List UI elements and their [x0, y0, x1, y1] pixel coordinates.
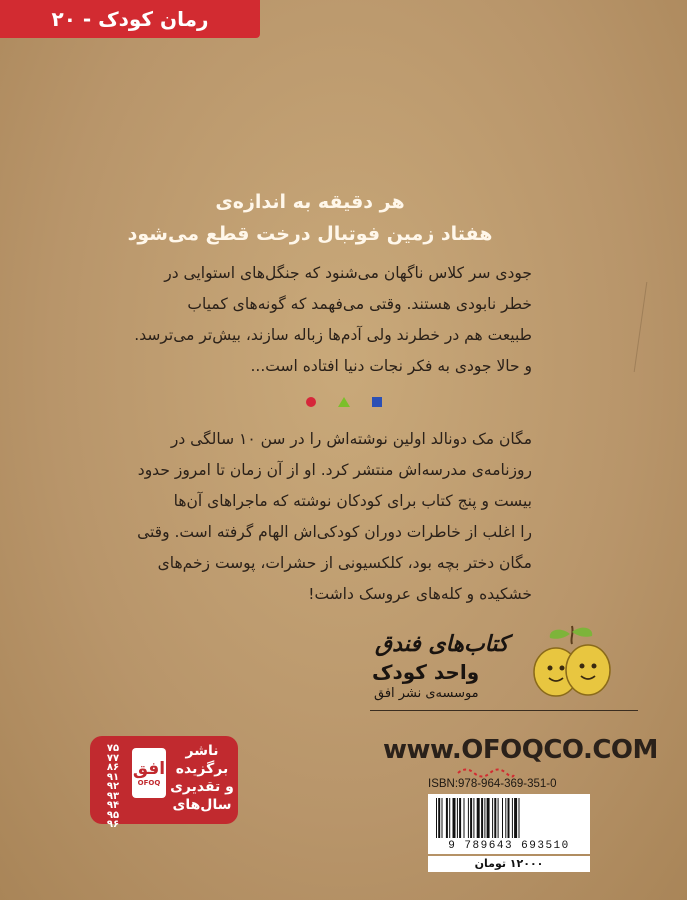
barcode: [428, 794, 590, 854]
synopsis-line: و حالا جودی به فکر نجات دنیا افتاده است...: [250, 357, 532, 375]
blue-square-icon: [372, 397, 382, 407]
award-text-line: ناشر: [185, 743, 219, 759]
award-text-line: برگزیده: [175, 761, 229, 777]
publisher-website: www.OFOQCO.COM: [383, 735, 658, 765]
ofoq-logo: [132, 748, 166, 798]
green-triangle-icon: [338, 397, 350, 407]
ofoq-logo-persian: افق: [132, 759, 166, 779]
red-circle-icon: [306, 397, 316, 407]
headline-line-2: هفتاد زمین فوتبال درخت قطع می‌شود: [127, 223, 493, 245]
headline-line-1: هر دقیقه به اندازه‌ی: [215, 191, 405, 213]
author-line: را اغلب از خاطرات دوران کودکی‌اش الهام گرفته است. وقتی: [137, 523, 532, 541]
author-line: مگان دختر بچه بود، کلکسیونی از حشرات، پوست زخم‌های: [157, 554, 532, 572]
award-year: ۹۳: [106, 790, 120, 802]
award-year: ۹۴: [106, 800, 120, 811]
award-badge: [90, 736, 238, 830]
author-line: مگان مک دونالد اولین نوشته‌اش را در سن ۱۰ سالگی در: [170, 430, 532, 448]
synopsis-paragraph: [120, 258, 532, 382]
ofoq-logo-latin: OFOQ: [137, 779, 161, 787]
publisher-logo-institute: موسسه‌ی نشر افق: [374, 686, 479, 701]
award-years: [98, 744, 128, 830]
author-paragraph: [120, 424, 532, 610]
author-line: روزنامه‌ی مدرسه‌اش منتشر کرد. او از آن زمان تا امروز حدود: [137, 461, 532, 479]
author-line: بیست و پنج کتاب برای کودکان نوشته که ماجراهای آن‌ها: [173, 492, 532, 510]
pear-mascot-icon: [522, 622, 622, 700]
logo-underline: [370, 710, 638, 711]
barcode-number: 9 789643 693510: [448, 840, 570, 852]
synopsis-line: جودی سر کلاس ناگهان می‌شنود که جنگل‌های استوایی در: [164, 264, 532, 282]
award-year: ۷۷: [106, 752, 120, 764]
publisher-logo-title: کتاب‌های فندق: [375, 632, 509, 657]
paper-crease: [612, 282, 648, 372]
synopsis-line: طبیعت هم در خطرند ولی آدم‌ها زباله سازند، بیش‌تر می‌ترسد.: [134, 326, 532, 344]
headline: [120, 186, 500, 250]
award-year: ۸۶: [106, 762, 120, 773]
author-line: خشکیده و کله‌های عروسک داشت!: [308, 585, 532, 603]
series-label: رمان کودک - ۲۰: [0, 0, 260, 38]
publisher-logo-unit: واحد کودک: [372, 660, 480, 684]
award-year: ۹۱: [106, 771, 120, 783]
award-text-line: و تقدیری: [170, 779, 234, 795]
award-year: ۹۶: [106, 819, 120, 830]
award-year: ۹۵: [106, 809, 120, 821]
synopsis-line: خطر نابودی هستند. وقتی می‌فهمد که گونه‌های کمیاب: [187, 295, 532, 313]
award-year: ۷۵: [106, 743, 120, 754]
award-text: [170, 742, 234, 814]
award-text-line: سال‌های: [172, 797, 232, 813]
price: ۱۲۰۰۰ تومان: [428, 856, 590, 872]
section-divider: [306, 397, 382, 407]
barcode-bars-icon: [434, 798, 584, 838]
isbn: ISBN:978-964-369-351-0: [428, 778, 557, 790]
award-year: ۹۲: [106, 781, 120, 792]
